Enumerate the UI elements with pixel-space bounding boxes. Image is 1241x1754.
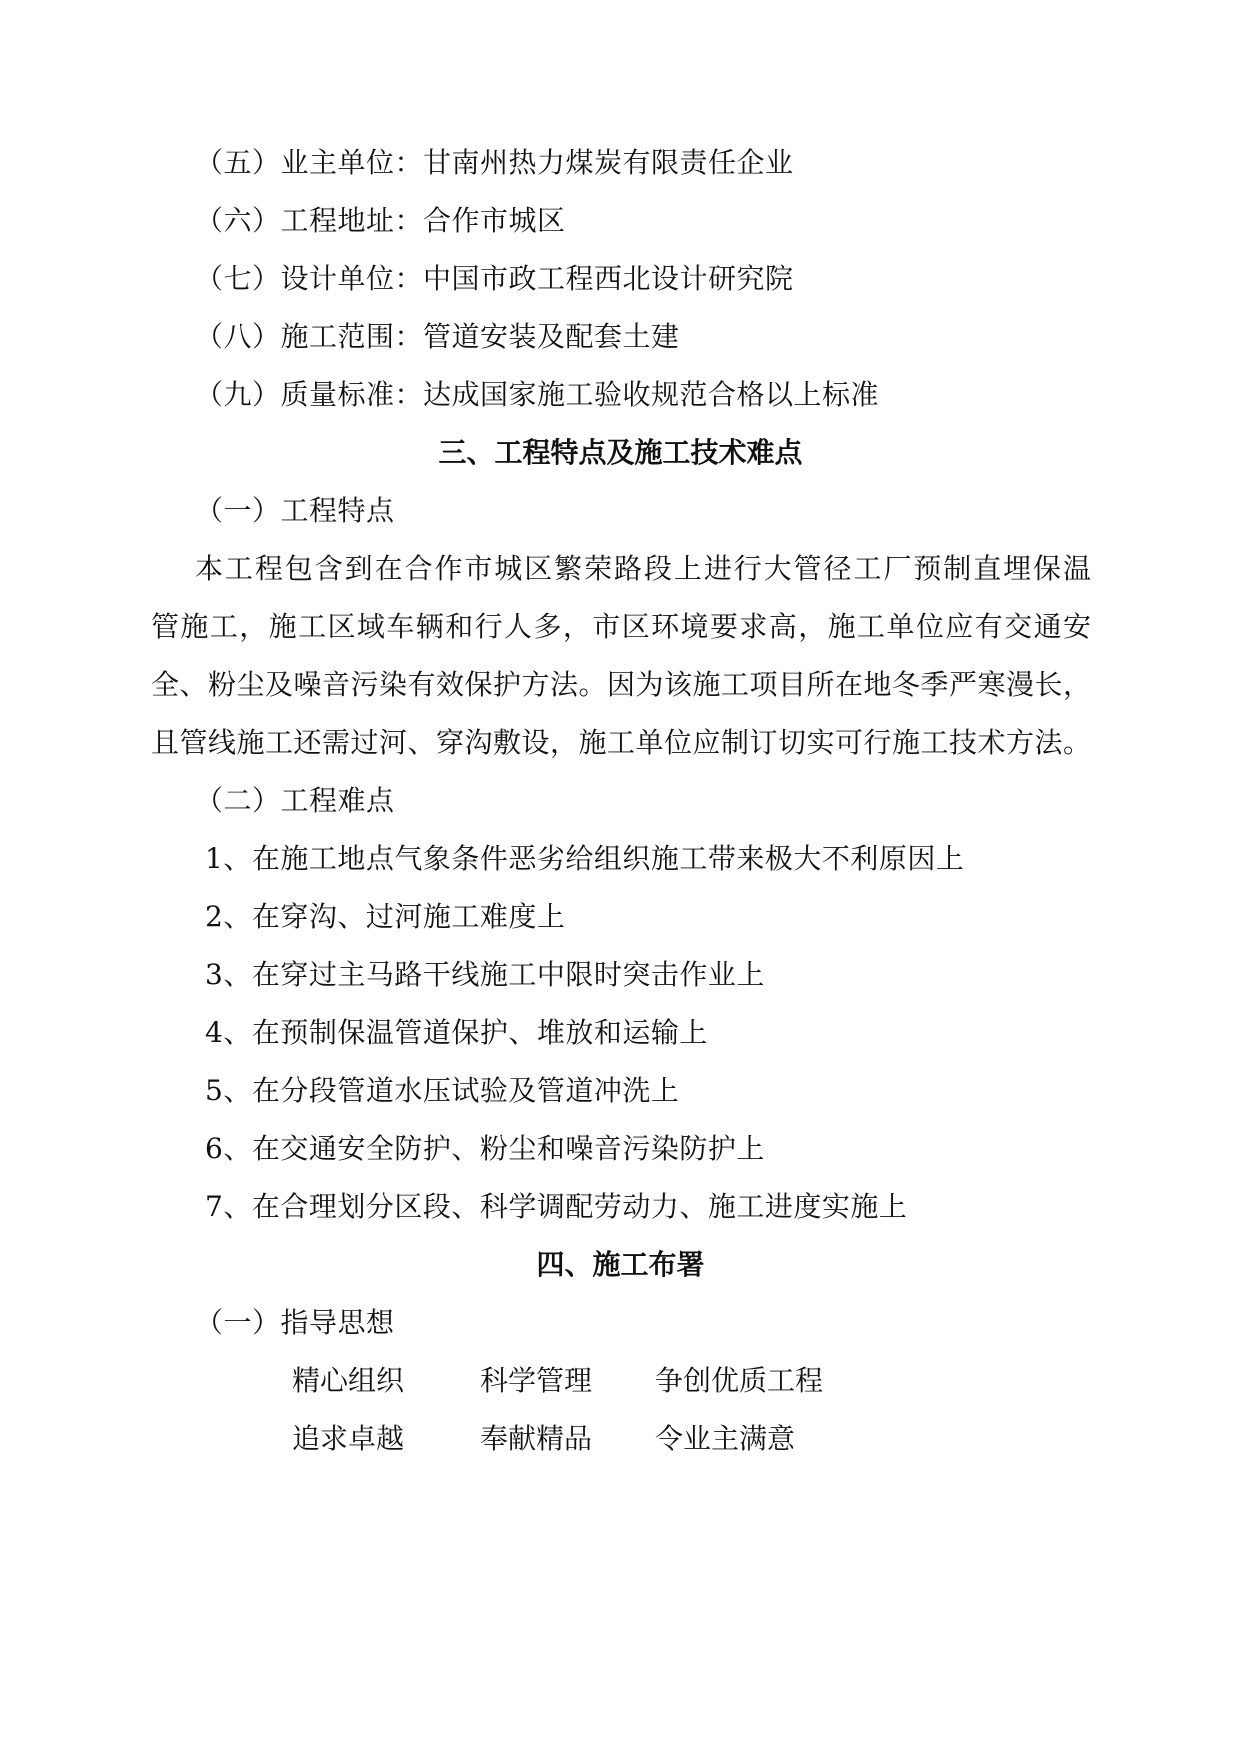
motto-item: 科学管理	[480, 1364, 593, 1397]
project-info-owner: （五）业主单位：甘南州热力煤炭有限责任企业	[195, 146, 794, 179]
project-info-address: （六）工程地址：合作市城区	[195, 204, 566, 237]
difficulty-item: 2、在穿沟、过河施工难度上	[205, 900, 566, 933]
section-heading-deployment: 四、施工布署	[536, 1248, 705, 1281]
paragraph-line: 管施工，施工区域车辆和行人多，市区环境要求高，施工单位应有交通安	[151, 610, 1091, 643]
subheading-guiding-thought: （一）指导思想	[195, 1306, 395, 1339]
motto-item: 追求卓越	[292, 1422, 405, 1455]
motto-item: 精心组织	[292, 1364, 405, 1397]
difficulty-item: 6、在交通安全防护、粉尘和噪音污染防护上	[205, 1132, 765, 1165]
project-info-quality: （九）质量标准：达成国家施工验收规范合格以上标准	[195, 378, 880, 411]
project-info-scope: （八）施工范围：管道安装及配套土建	[195, 320, 680, 353]
difficulty-item: 5、在分段管道水压试验及管道冲洗上	[205, 1074, 680, 1107]
paragraph-line: 全、粉尘及噪音污染有效保护方法。因为该施工项目所在地冬季严寒漫长，	[151, 668, 1091, 701]
motto-item: 令业主满意	[655, 1422, 796, 1455]
motto-item: 争创优质工程	[655, 1364, 824, 1397]
motto-item: 奉献精品	[480, 1422, 593, 1455]
subheading-features: （一）工程特点	[195, 494, 395, 527]
section-heading-features: 三、工程特点及施工技术难点	[438, 436, 803, 469]
paragraph-line: 本工程包含到在合作市城区繁荣路段上进行大管径工厂预制直埋保温	[195, 552, 1091, 585]
difficulty-item: 3、在穿过主马路干线施工中限时突击作业上	[205, 958, 765, 991]
project-info-designer: （七）设计单位：中国市政工程西北设计研究院	[195, 262, 794, 295]
difficulty-item: 7、在合理划分区段、科学调配劳动力、施工进度实施上	[205, 1190, 908, 1223]
difficulty-item: 4、在预制保温管道保护、堆放和运输上	[205, 1016, 708, 1049]
paragraph-line: 且管线施工还需过河、穿沟敷设，施工单位应制订切实可行施工技术方法。	[151, 726, 1091, 759]
subheading-difficulties: （二）工程难点	[195, 784, 395, 817]
difficulty-item: 1、在施工地点气象条件恶劣给组织施工带来极大不利原因上	[205, 842, 965, 875]
